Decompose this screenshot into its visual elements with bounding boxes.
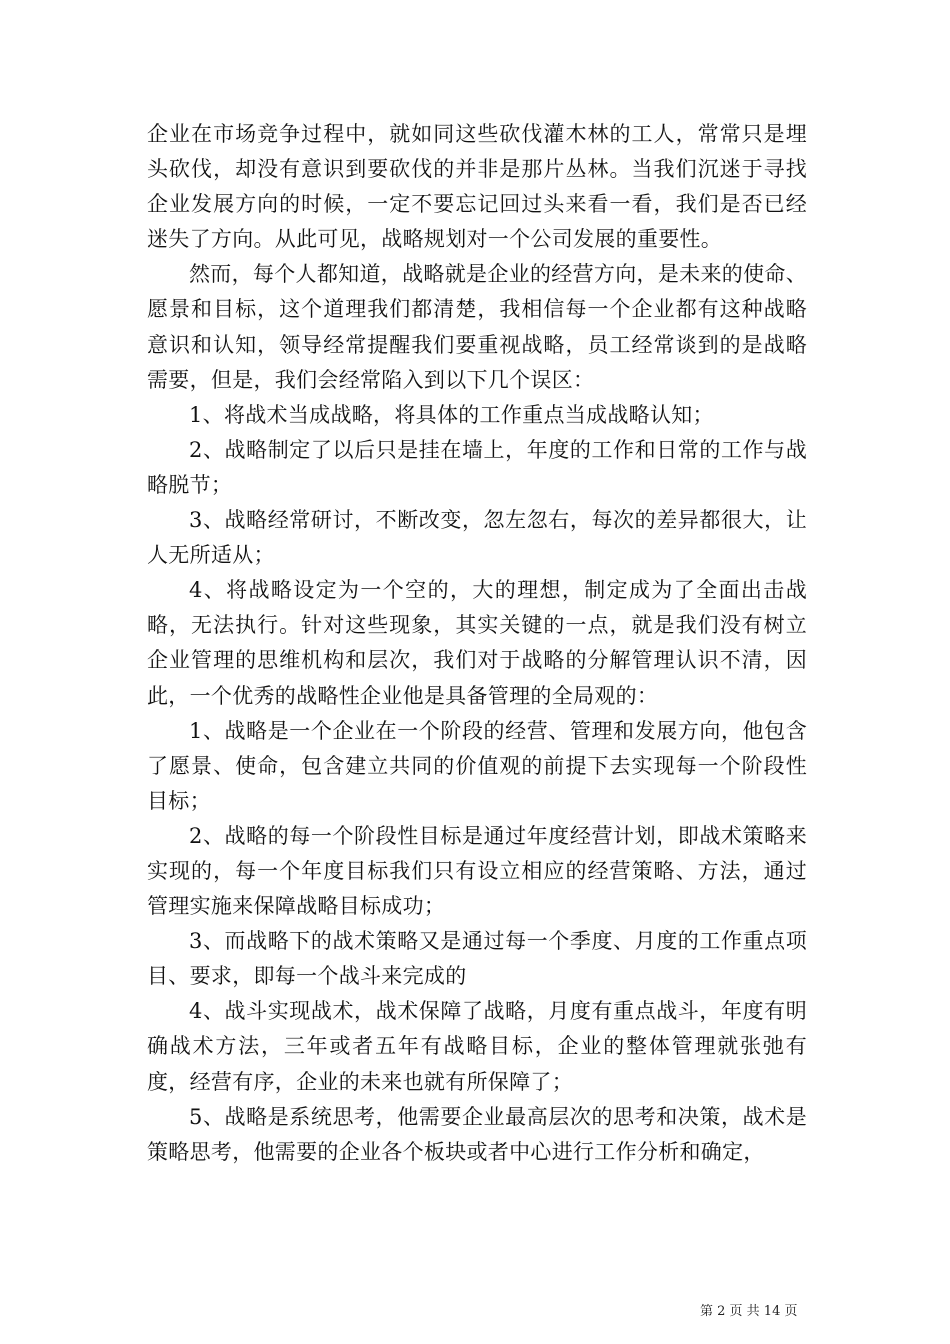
paragraph-misconception-2: 2、战略制定了以后只是挂在墙上，年度的工作和日常的工作与战略脱节； [147,437,807,497]
page-number-footer: 第 2 页 共 14 页 [700,1304,798,1319]
paragraph-principle-3: 3、而战略下的战术策略又是通过每一个季度、月度的工作重点项目、要求，即每一个战斗来完成的 [147,929,807,989]
paragraph-misconception-1: 1、将战术当成战略，将具体的工作重点当成战略认知； [189,402,714,427]
paragraph-principle-4: 4、战斗实现战术，战术保障了战略，月度有重点战斗，年度有明确战术方法，三年或者五年有战略目标，企业的整体管理就张弛有度，经营有序，企业的未来也就有所保障了； [147,999,807,1094]
paragraph-intro: 企业在市场竞争过程中，就如同这些砍伐灌木林的工人，常常只是埋头砍伐，却没有意识到要砍伐的并非是那片丛林。当我们沉迷于寻找企业发展方向的时候，一定不要忘记回过头来看一看，我们是否已经迷失了方向。从此可见，战略规划对一个公司发展的重要性。 [147,122,807,252]
paragraph-principle-1: 1、战略是一个企业在一个阶段的经营、管理和发展方向，他包含了愿景、使命，包含建立共同的价值观的前提下去实现每一个阶段性目标； [147,718,807,813]
paragraph-principle-5: 5、战略是系统思考，他需要企业最高层次的思考和决策，战术是策略思考，他需要的企业各个板块或者中心进行工作分析和确定， [147,1104,807,1164]
paragraph-principle-2: 2、战略的每一个阶段性目标是通过年度经营计划，即战术策略来实现的，每一个年度目标我们只有设立相应的经营策略、方法，通过管理实施来保障战略目标成功； [147,823,807,919]
paragraph-misconceptions-intro: 然而，每个人都知道，战略就是企业的经营方向，是未来的使命、愿景和目标，这个道理我们都清楚，我相信每一个企业都有这种战略意识和认知，领导经常提醒我们要重视战略，员工经常谈到的是战略需要，但是，我们会经常陷入到以下几个误区： [147,262,807,392]
paragraph-misconception-4: 4、将战略设定为一个空的，大的理想，制定成为了全面出击战略，无法执行。针对这些现象，其实关键的一点，就是我们没有树立企业管理的思维机构和层次，我们对于战略的分解管理认识不清，因此，一个优秀的战略性企业他是具备管理的全局观的： [147,578,807,708]
document-body [147,117,807,1170]
paragraph-misconception-3: 3、战略经常研讨，不断改变，忽左忽右，每次的差异都很大，让人无所适从； [147,508,807,568]
